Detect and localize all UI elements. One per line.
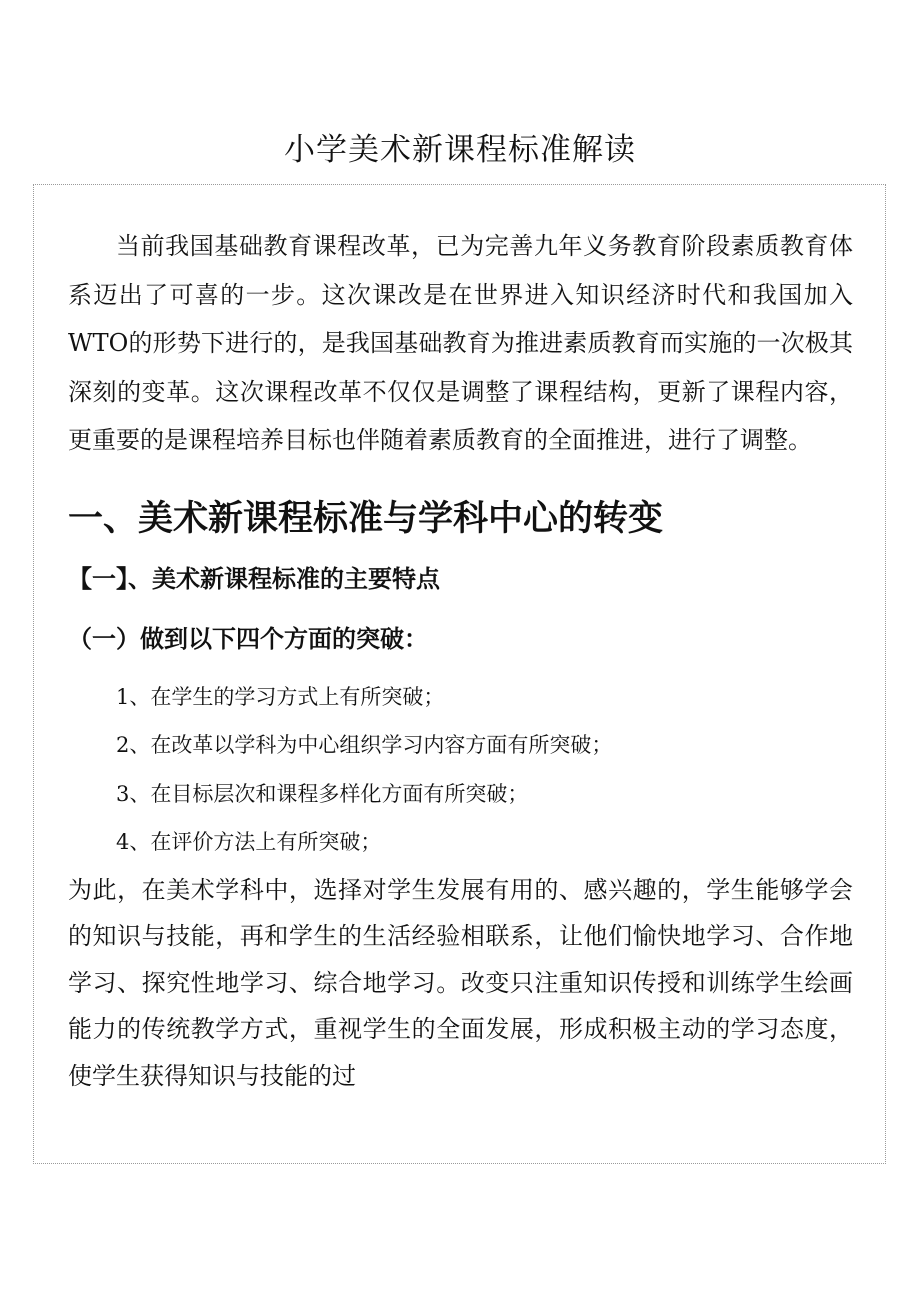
list-item: 3、在目标层次和课程多样化方面有所突破； <box>116 781 529 806</box>
document-title: 小学美术新课程标准解读 <box>284 132 636 168</box>
subsubsection-heading: （一）做到以下四个方面的突破： <box>68 624 428 653</box>
list-item: 2、在改革以学科为中心组织学习内容方面有所突破； <box>116 733 613 757</box>
list-item: 1、在学生的学习方式上有所突破； <box>116 684 445 709</box>
subsection-heading: 【一】、美术新课程标准的主要特点 <box>68 564 440 593</box>
document-body <box>68 222 853 1099</box>
list-item: 4、在评价方法上有所突破； <box>116 830 382 854</box>
breakthrough-list <box>68 673 853 867</box>
section-heading: 一、美术新课程标准与学科中心的转变 <box>68 498 664 539</box>
closing-paragraph: 为此，在美术学科中，选择对学生发展有用的、感兴趣的，学生能够学会的知识与技能，再和学生的生活经验相联系，让他们愉快地学习、合作地学习、探究性地学习、综合地学习。改变只注重知识传授和训练学生绘画能力的传统教学方式，重视学生的全面发展，形成积极主动的学习态度，使学生获得知识与技能的过 <box>68 875 853 1090</box>
intro-paragraph: 当前我国基础教育课程改革，已为完善九年义务教育阶段素质教育体系迈出了可喜的一步。这次课改是在世界进入知识经济时代和我国加入WTO的形势下进行的，是我国基础教育为推进素质教育而实施的一次极其深刻的变革。这次课程改革不仅仅是调整了课程结构，更新了课程内容，更重要的是课程培养目标也伴随着素质教育的全面推进，进行了调整。 <box>68 232 853 454</box>
